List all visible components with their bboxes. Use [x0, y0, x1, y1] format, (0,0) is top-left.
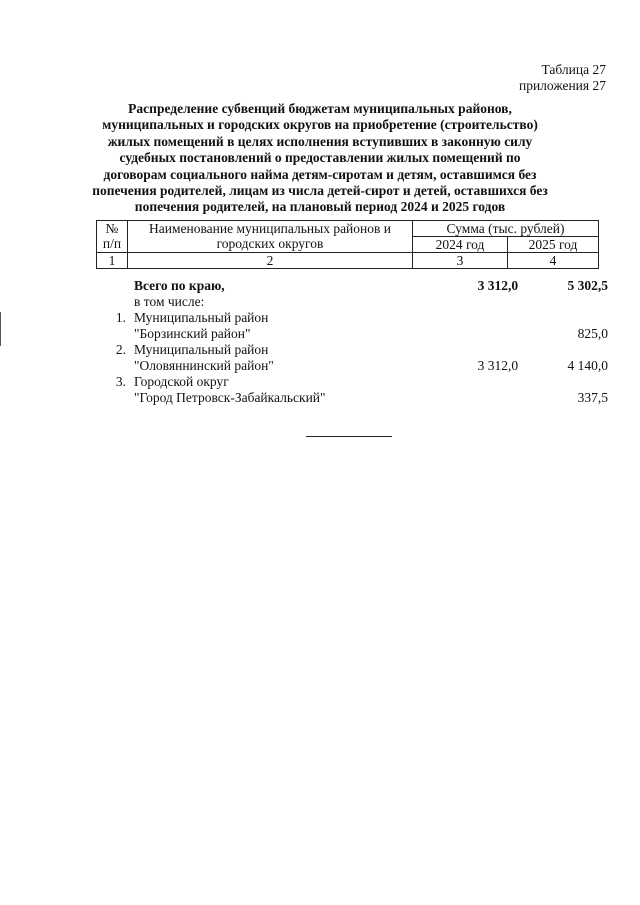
subtotal-caption: в том числе: — [134, 294, 205, 309]
table-row — [96, 310, 608, 326]
header-year-2025: 2025 год — [508, 237, 599, 253]
row-value-2024 — [433, 390, 518, 406]
row-value-2025: 4 140,0 — [567, 358, 608, 373]
row-name-line1: Городской округ — [134, 374, 229, 389]
document-title: Распределение субвенций бюджетам муниципальных районов, муниципальных и городских округов на приобретение (строительство) жилых помещений в целях исполнения вступивших в законную силу судебных постановлений о предоставлении жилых помещений по договорам социального найма детям-сиротам и детям, оставшимся без попечения родителей, лицам из числа детей-сирот и детей, оставшихся без попечения родителей, на плановый период 2024 и 2025 годов — [92, 101, 548, 215]
appendix-number: приложения 27 — [518, 78, 606, 93]
margin-mark — [0, 312, 1, 346]
row-value-2025: 337,5 — [577, 390, 608, 405]
row-name-line2: "Борзинский район" — [133, 326, 251, 341]
row-number: 2. — [115, 342, 126, 357]
header-year-2024: 2024 год — [413, 237, 508, 253]
table-row — [96, 326, 608, 342]
row-number: 1. — [115, 310, 126, 325]
subtotal-caption-row — [96, 294, 608, 310]
total-row — [96, 278, 608, 294]
row-name-line1: Муниципальный район — [134, 310, 269, 325]
table-row — [96, 374, 608, 390]
index-1: 1 — [97, 253, 128, 269]
total-2025: 5 302,5 — [567, 278, 608, 293]
index-3: 3 — [413, 253, 508, 269]
end-separator — [306, 436, 392, 437]
table-reference — [519, 62, 606, 94]
row-value-2024: 3 312,0 — [477, 358, 519, 373]
row-value-2024 — [433, 326, 518, 342]
row-name-line2: "Оловяннинский район" — [133, 358, 274, 373]
index-4: 4 — [508, 253, 599, 269]
table-row — [96, 358, 608, 374]
header-num: № п/п — [97, 221, 128, 253]
table-row — [96, 390, 608, 406]
row-value-2025: 825,0 — [577, 326, 608, 341]
header-sum: Сумма (тыс. рублей) — [413, 221, 599, 237]
row-name-line1: Муниципальный район — [134, 342, 269, 357]
total-label: Всего по краю, — [133, 278, 225, 293]
index-2: 2 — [128, 253, 413, 269]
header-name: Наименование муниципальных районов и городских округов — [128, 221, 413, 253]
total-2024: 3 312,0 — [477, 278, 519, 293]
table-number: Таблица 27 — [541, 62, 606, 77]
header-table — [96, 220, 599, 269]
row-number: 3. — [115, 374, 126, 389]
row-name-line2: "Город Петровск-Забайкальский" — [133, 390, 326, 405]
table-body — [96, 278, 608, 406]
table-row — [96, 342, 608, 358]
